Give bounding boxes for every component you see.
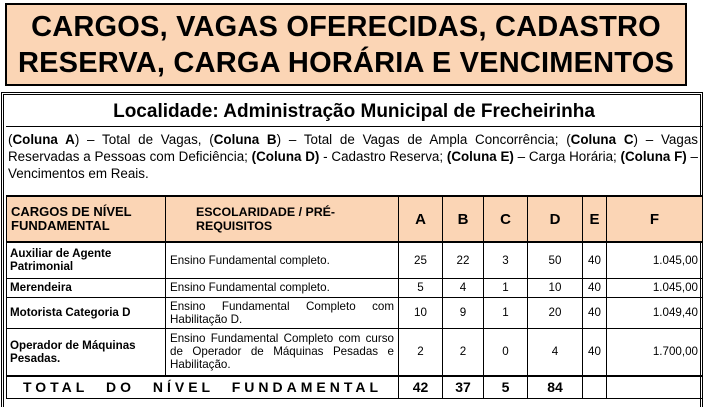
header-cargo: CARGOS DE NÍVEL FUNDAMENTAL bbox=[7, 196, 166, 242]
cell-b: 4 bbox=[443, 278, 484, 297]
legend-column-key: Coluna C bbox=[570, 132, 634, 147]
total-a: 42 bbox=[399, 376, 443, 398]
cell-escolaridade: Ensino Fundamental Completo com Habilitação D. bbox=[166, 297, 399, 328]
title-box bbox=[5, 3, 687, 86]
cell-cargo: Merendeira bbox=[7, 278, 166, 297]
header-col-b: B bbox=[443, 196, 484, 242]
vacancy-table bbox=[6, 195, 703, 399]
header-col-c: C bbox=[484, 196, 528, 242]
cell-e: 40 bbox=[583, 242, 607, 278]
cell-d: 20 bbox=[528, 297, 583, 328]
header-col-f: F bbox=[607, 196, 703, 242]
total-b: 37 bbox=[443, 376, 484, 398]
legend-column-key: (Coluna E) bbox=[446, 149, 514, 165]
total-c: 5 bbox=[484, 376, 528, 398]
legend-text: – Vencimentos em Reais. bbox=[8, 149, 698, 182]
header-col-d: D bbox=[528, 196, 583, 242]
header-col-e: E bbox=[583, 196, 607, 242]
table-header-row bbox=[7, 196, 703, 242]
table-row bbox=[7, 328, 703, 376]
cell-d: 50 bbox=[528, 242, 583, 278]
cell-a: 2 bbox=[399, 328, 443, 376]
cell-cargo: Auxiliar de Agente Patrimonial bbox=[7, 242, 166, 278]
cell-a: 25 bbox=[399, 242, 443, 278]
cell-f: 1.049,40 bbox=[607, 297, 703, 328]
table-row bbox=[7, 297, 703, 328]
legend-column-key: Coluna A bbox=[12, 132, 75, 147]
legend-text: – Carga Horária; bbox=[513, 149, 621, 165]
cell-b: 2 bbox=[443, 328, 484, 376]
cell-escolaridade: Ensino Fundamental Completo com curso de Operador de Máquinas Pesadas e Habilitação. bbox=[166, 328, 399, 376]
legend-text: ) – Total de Vagas de Ampla Concorrência; ( bbox=[276, 132, 571, 147]
header-col-a: A bbox=[399, 196, 443, 242]
cell-f: 1.700,00 bbox=[607, 328, 703, 376]
localidade-heading: Localidade: Administração Municipal de Frecheirinha bbox=[6, 97, 702, 127]
table-row bbox=[7, 278, 703, 297]
legend-text: ( bbox=[8, 132, 13, 147]
legend-column-key: (Coluna D) bbox=[251, 149, 320, 165]
cell-escolaridade: Ensino Fundamental completo. bbox=[166, 278, 399, 297]
cell-c: 1 bbox=[484, 278, 528, 297]
total-d: 84 bbox=[528, 376, 583, 398]
cell-b: 9 bbox=[443, 297, 484, 328]
cell-f: 1.045,00 bbox=[607, 242, 703, 278]
cell-a: 5 bbox=[399, 278, 443, 297]
cell-cargo: Motorista Categoria D bbox=[7, 297, 166, 328]
vacancy-table-frame bbox=[1, 92, 703, 407]
legend-text: - Cadastro Reserva; bbox=[319, 149, 447, 165]
cell-c: 0 bbox=[484, 328, 528, 376]
cell-e: 40 bbox=[583, 297, 607, 328]
legend-text: ) – Total de Vagas, ( bbox=[74, 132, 214, 147]
cell-e: 40 bbox=[583, 328, 607, 376]
cell-a: 10 bbox=[399, 297, 443, 328]
cell-escolaridade: Ensino Fundamental completo. bbox=[166, 242, 399, 278]
cell-cargo: Operador de Máquinas Pesadas. bbox=[7, 328, 166, 376]
cell-f: 1.045,00 bbox=[607, 278, 703, 297]
cell-d: 4 bbox=[528, 328, 583, 376]
title-line-2: RESERVA, CARGA HORÁRIA E VENCIMENTOS bbox=[17, 46, 675, 79]
cell-c: 1 bbox=[484, 297, 528, 328]
table-row bbox=[7, 242, 703, 278]
header-escolaridade: ESCOLARIDADE / PRÉ-REQUISITOS bbox=[166, 196, 399, 242]
total-f bbox=[607, 376, 703, 398]
legend-column-key: Coluna B bbox=[213, 132, 277, 147]
legend-text: ) – Vagas Reservadas a Pessoas com Deficiência; bbox=[8, 132, 698, 165]
legend-column-key: (Coluna F) bbox=[620, 149, 687, 165]
total-row bbox=[7, 376, 703, 398]
cell-e: 40 bbox=[583, 278, 607, 297]
cell-b: 22 bbox=[443, 242, 484, 278]
column-legend bbox=[8, 131, 698, 183]
cell-c: 3 bbox=[484, 242, 528, 278]
title-line-1: CARGOS, VAGAS OFERECIDAS, CADASTRO bbox=[31, 10, 661, 43]
total-label: TOTAL DO NÍVEL FUNDAMENTAL bbox=[7, 376, 399, 398]
total-e bbox=[583, 376, 607, 398]
cell-d: 10 bbox=[528, 278, 583, 297]
